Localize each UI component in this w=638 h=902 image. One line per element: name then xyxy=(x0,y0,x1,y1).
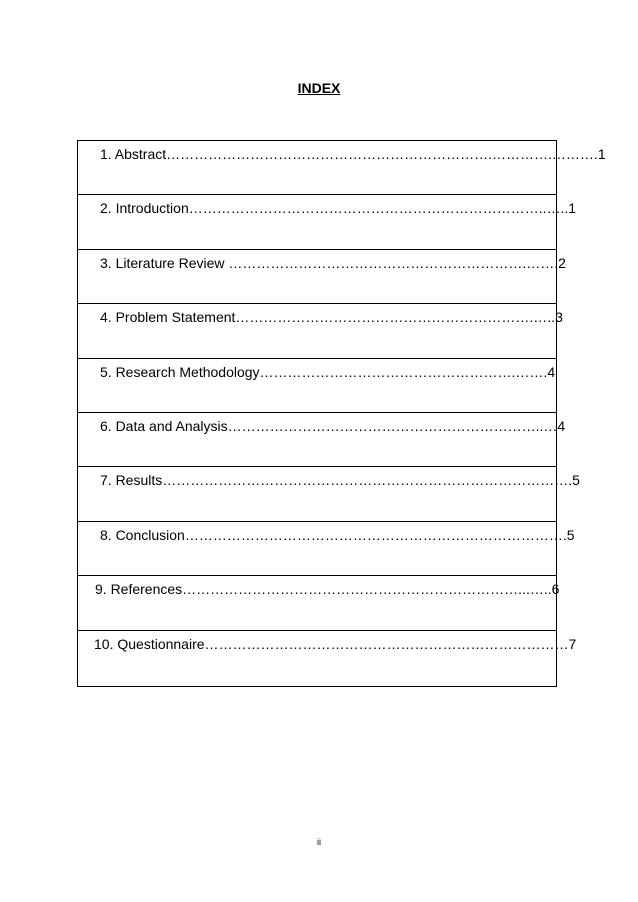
index-row xyxy=(78,631,577,686)
index-entry-introduction: 2. Introduction…………………………………………………………………..…..1 xyxy=(100,200,577,217)
index-row xyxy=(78,576,560,630)
index-row xyxy=(78,413,566,467)
index-entry-literature-review: 3. Literature Review ……………………………………………………….…….2 xyxy=(100,254,566,271)
index-entry-research-methodology: 5. Research Methodology……………………………………………….…….4 xyxy=(100,363,556,380)
index-row xyxy=(78,141,606,195)
index-entry-data-analysis: 6. Data and Analysis…………………………………………………………..…4 xyxy=(100,417,566,434)
index-entry-questionnaire: 10. Questionnaire……………………………………………………………………7 xyxy=(94,635,577,652)
index-table xyxy=(77,140,606,687)
index-row xyxy=(78,304,563,358)
index-entry-abstract: 1. Abstract…………………………………………………………….………….……….1 xyxy=(100,146,606,162)
index-row xyxy=(78,250,566,304)
index-entry-references: 9. References………………………………………………………………...…..6 xyxy=(95,581,560,598)
index-row xyxy=(78,467,580,521)
index-row xyxy=(78,195,577,249)
index-row xyxy=(78,522,575,576)
index-entry-results: 7. Results…………………………………………………………………………….5 xyxy=(100,472,580,489)
index-entry-conclusion: 8. Conclusion……………………………………………………………………….5 xyxy=(100,526,575,543)
index-entry-problem-statement: 4. Problem Statement……………………………………………………….…..3 xyxy=(100,309,563,326)
index-row xyxy=(78,359,556,413)
page-number: ii xyxy=(317,837,321,847)
page-title: INDEX xyxy=(297,80,341,96)
